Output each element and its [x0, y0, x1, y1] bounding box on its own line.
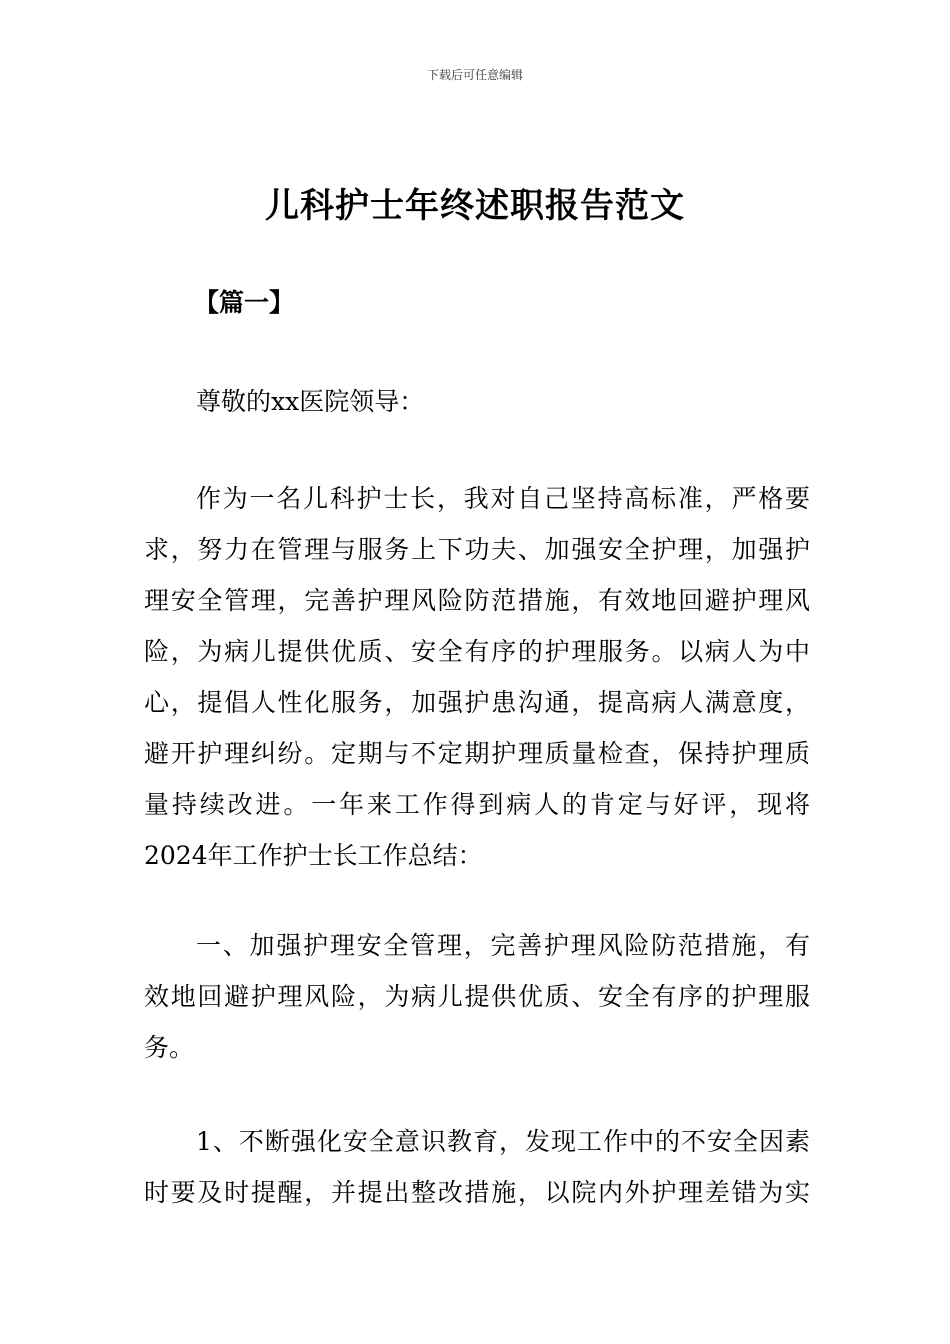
paragraph-item-1: [144, 1116, 810, 1218]
paragraph-line: 求，努力在管理与服务上下功夫、加强安全护理，加强护: [144, 535, 810, 564]
paragraph-line: 避开护理纠纷。定期与不定期护理质量检查，保持护理质: [144, 739, 810, 768]
paragraph-line: 2024年工作护士长工作总结：: [144, 841, 483, 870]
paragraph-line: 1、不断强化安全意识教育，发现工作中的不安全因素: [196, 1127, 810, 1156]
paragraph-line: 理安全管理，完善护理风险防范措施，有效地回避护理风: [144, 586, 810, 615]
paragraph-line: 时要及时提醒，并提出整改措施，以院内外护理差错为实: [144, 1178, 810, 1207]
paragraph-line: 心，提倡人性化服务，加强护患沟通，提高病人满意度，: [144, 688, 810, 717]
paragraph-line: 效地回避护理风险，为病儿提供优质、安全有序的护理服: [144, 982, 810, 1011]
section-label: 【篇一】: [194, 288, 295, 317]
salutation: 尊敬的xx医院领导：: [196, 387, 425, 416]
paragraph-line: 务。: [144, 1033, 195, 1062]
paragraph-section-1: [144, 920, 810, 1073]
paragraph-line: 量持续改进。一年来工作得到病人的肯定与好评，现将: [144, 790, 810, 819]
header-note: 下载后可任意编辑: [426, 68, 523, 82]
paragraph-line: 作为一名儿科护士长，我对自己坚持高标准，严格要: [196, 484, 810, 513]
paragraph-line: 险，为病儿提供优质、安全有序的护理服务。以病人为中: [144, 637, 810, 666]
paragraph-intro: [144, 473, 810, 881]
document-title: 儿科护士年终述职报告范文: [265, 186, 685, 226]
paragraph-line: 一、加强护理安全管理，完善护理风险防范措施，有: [196, 931, 810, 960]
